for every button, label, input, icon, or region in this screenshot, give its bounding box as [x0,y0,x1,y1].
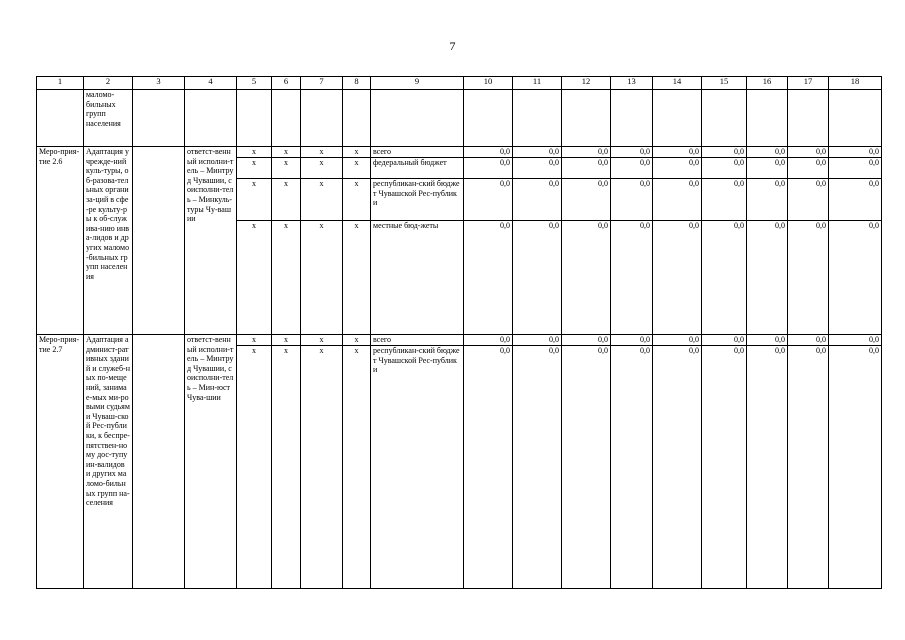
value-cell: 0,0 [829,221,882,335]
mark-cell: x [237,158,272,179]
mark-cell: x [237,179,272,221]
mark-cell: x [301,147,343,158]
value-cell: 0,0 [611,179,653,221]
measure-1-row-0 [37,335,882,346]
value-cell: 0,0 [464,346,513,589]
value-cell: 0,0 [611,346,653,589]
measure-code: Меро-прия-тие 2.6 [37,147,84,335]
mark-cell: x [272,221,301,335]
mark-cell: x [272,346,301,589]
measure-name: Адаптация учрежде-ний куль-туры, об-разова-тельных организа-ций в сфе-ре культу-ры к об-служива-нию инва-лидов и других маломо-бильных групп населения [84,147,133,335]
column-number-16: 16 [747,77,788,90]
value-cell: 0,0 [829,335,882,346]
mark-cell: x [272,335,301,346]
column-number-18: 18 [829,77,882,90]
funding-source: всего [371,335,464,346]
mark-cell: x [301,221,343,335]
value-cell: 0,0 [702,335,747,346]
column-number-13: 13 [611,77,653,90]
funding-source: республикан-ский бюджет Чувашской Рес-публики [371,346,464,589]
value-cell: 0,0 [611,147,653,158]
mark-cell: x [301,346,343,589]
value-cell: 0,0 [829,147,882,158]
value-cell: 0,0 [562,221,611,335]
value-cell: 0,0 [829,346,882,589]
measure-code: Меро-прия-тие 2.7 [37,335,84,589]
value-cell: 0,0 [702,221,747,335]
mark-cell: x [237,147,272,158]
column-number-6: 6 [272,77,301,90]
value-cell: 0,0 [747,346,788,589]
value-cell: 0,0 [747,158,788,179]
value-cell: 0,0 [464,179,513,221]
value-cell: 0,0 [562,147,611,158]
value-cell: 0,0 [653,335,702,346]
value-cell: 0,0 [747,147,788,158]
mark-cell: x [237,335,272,346]
value-cell: 0,0 [562,179,611,221]
value-cell: 0,0 [653,158,702,179]
column-number-row [37,77,882,90]
column-number-1: 1 [37,77,84,90]
mark-cell: x [237,346,272,589]
mark-cell: x [301,179,343,221]
value-cell: 0,0 [464,335,513,346]
column-number-4: 4 [185,77,237,90]
column-number-17: 17 [788,77,829,90]
value-cell: 0,0 [702,346,747,589]
measure-name: Адаптация админист-ративных зданий и служеб-ных по-мещений, занимае-мых ми-ровыми судьями Чуваш-ской Рес-публики, к беспре-пятствен-ному дос-тупу ин-валидов и других маломо-бильных групп на-селения [84,335,133,589]
mark-cell: x [272,147,301,158]
value-cell: 0,0 [464,147,513,158]
mark-cell: x [343,346,371,589]
mark-cell: x [301,158,343,179]
column-number-5: 5 [237,77,272,90]
mark-cell: x [301,335,343,346]
mark-cell: x [343,335,371,346]
mark-cell: x [343,179,371,221]
column-number-12: 12 [562,77,611,90]
value-cell: 0,0 [788,147,829,158]
value-cell: 0,0 [653,179,702,221]
column-number-7: 7 [301,77,343,90]
value-cell: 0,0 [788,221,829,335]
value-cell: 0,0 [829,158,882,179]
mark-cell: x [343,158,371,179]
mark-cell: x [343,147,371,158]
value-cell: 0,0 [702,158,747,179]
column-number-8: 8 [343,77,371,90]
value-cell: 0,0 [788,179,829,221]
value-cell: 0,0 [562,158,611,179]
measure-0-row-0 [37,147,882,158]
value-cell: 0,0 [513,346,562,589]
value-cell: 0,0 [788,346,829,589]
value-cell: 0,0 [653,346,702,589]
value-cell: 0,0 [702,179,747,221]
mark-cell: x [272,158,301,179]
value-cell: 0,0 [513,221,562,335]
funding-source: всего [371,147,464,158]
measure-executor: ответст-венный исполни-тель – Минтруд Чувашии, соисполни-тель – Минкуль-туры Чу-вашии [185,147,237,335]
value-cell: 0,0 [702,147,747,158]
program-budget-table [36,76,882,589]
funding-source: федеральный бюджет [371,158,464,179]
measure-col-3 [133,335,185,589]
page-number: 7 [449,39,456,53]
carryover-row [37,90,882,147]
value-cell: 0,0 [562,335,611,346]
value-cell: 0,0 [788,335,829,346]
value-cell: 0,0 [464,221,513,335]
value-cell: 0,0 [747,179,788,221]
value-cell: 0,0 [653,147,702,158]
value-cell: 0,0 [611,221,653,335]
value-cell: 0,0 [513,179,562,221]
value-cell: 0,0 [513,335,562,346]
carryover-code-cell [37,90,84,147]
value-cell: 0,0 [611,335,653,346]
funding-source: республикан-ский бюджет Чувашской Рес-публики [371,179,464,221]
value-cell: 0,0 [562,346,611,589]
column-number-2: 2 [84,77,133,90]
value-cell: 0,0 [611,158,653,179]
column-number-10: 10 [464,77,513,90]
column-number-14: 14 [653,77,702,90]
value-cell: 0,0 [653,221,702,335]
mark-cell: x [272,179,301,221]
carryover-name-cell: маломо-бильных групп населения [84,90,133,147]
column-number-11: 11 [513,77,562,90]
value-cell: 0,0 [747,335,788,346]
value-cell: 0,0 [513,158,562,179]
funding-source: местные бюд-жеты [371,221,464,335]
measure-col-3 [133,147,185,335]
value-cell: 0,0 [788,158,829,179]
column-number-3: 3 [133,77,185,90]
value-cell: 0,0 [829,179,882,221]
value-cell: 0,0 [464,158,513,179]
mark-cell: x [343,221,371,335]
value-cell: 0,0 [747,221,788,335]
measure-executor: ответст-венный исполни-тель – Минтруд Чувашии, соисполни-тель – Мин-юст Чува-шии [185,335,237,589]
column-number-15: 15 [702,77,747,90]
mark-cell: x [237,221,272,335]
column-number-9: 9 [371,77,464,90]
value-cell: 0,0 [513,147,562,158]
